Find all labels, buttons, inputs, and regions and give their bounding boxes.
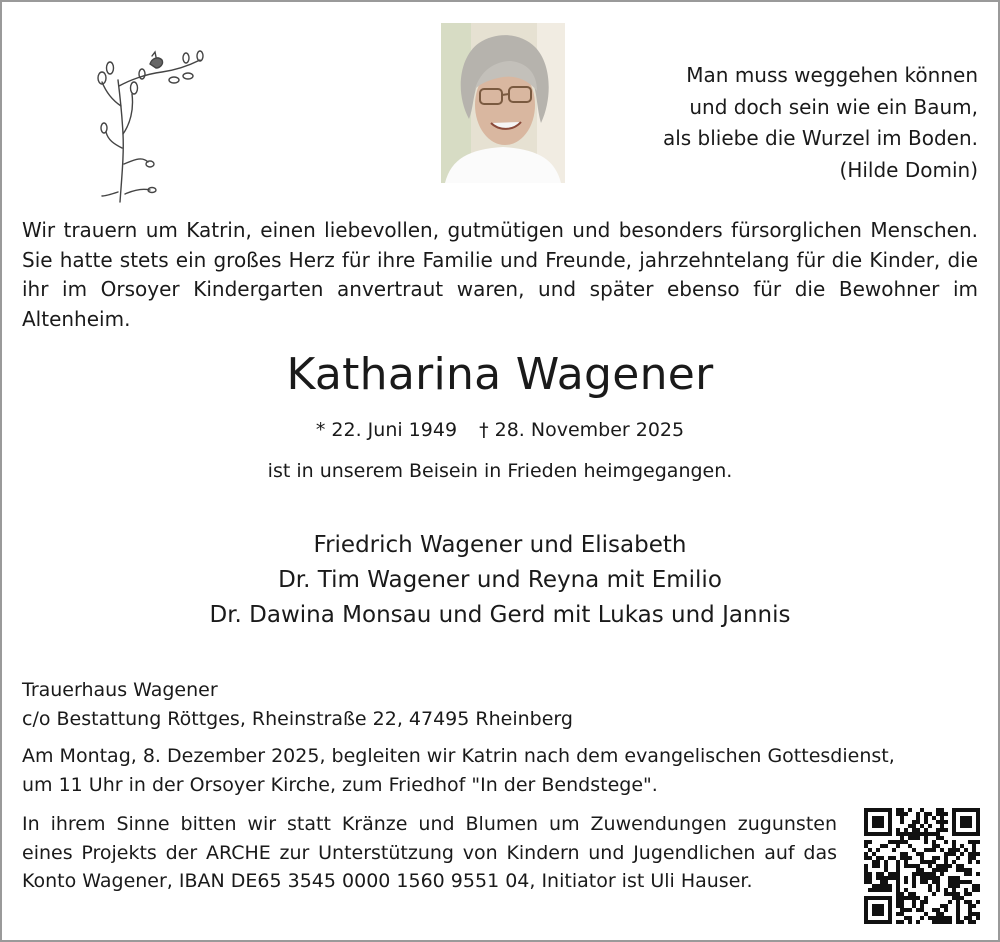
tree-branch-icon	[90, 44, 212, 204]
family-members	[2, 528, 998, 633]
mourning-house	[22, 676, 722, 734]
deceased-name: Katharina Wagener	[286, 349, 714, 400]
family-member-line: Dr. Dawina Monsau und Gerd mit Lukas und Jannis	[209, 602, 791, 628]
birth-date: * 22. Juni 1949	[315, 419, 458, 441]
intro-paragraph: Wir trauern um Katrin, einen liebevollen, gutmütigen und besonders fürsorglichen Menschen. Sie hatte stets ein großes Herz für ihre Familie und Freunde, jahrzehntelang für die Kinder, die ihr im Orsoyer Kindergarten anvertraut waren, und später ebenso für die Bewohner im Altenheim.	[22, 218, 978, 331]
epigraph-quote	[558, 60, 978, 186]
family-member-line: Dr. Tim Wagener und Reyna mit Emilio	[278, 567, 722, 593]
funeral-service-info	[22, 742, 978, 800]
passed-statement: ist in unserem Beisein in Frieden heimgegangen.	[267, 460, 733, 482]
service-line: Am Montag, 8. Dezember 2025, begleiten wir Katrin nach dem evangelischen Gottesdienst,	[22, 745, 895, 767]
life-dates	[2, 417, 998, 443]
donation-request: In ihrem Sinne bitten wir statt Kränze und Blumen um Zuwendungen zugunsten eines Projekts der ARCHE zur Unterstützung von Kindern und Jugendlichen auf das Konto Wagener, IBAN DE65 3545 0000 1560 9551 04, Initiator ist Uli Hauser.	[22, 813, 837, 892]
mourning-house-name: Trauerhaus Wagener	[22, 679, 218, 701]
quote-line: Man muss weggehen können	[686, 63, 978, 87]
quote-line: als bliebe die Wurzel im Boden.	[662, 126, 978, 150]
mourning-house-address: c/o Bestattung Röttges, Rheinstraße 22, 47495 Rheinberg	[22, 708, 573, 730]
service-line: um 11 Uhr in der Orsoyer Kirche, zum Friedhof "In der Bendstege".	[22, 774, 658, 796]
death-date: † 28. November 2025	[479, 419, 685, 441]
quote-line: und doch sein wie ein Baum,	[689, 94, 978, 119]
quote-author: (Hilde Domin)	[839, 157, 978, 182]
family-member-line: Friedrich Wagener und Elisabeth	[313, 532, 687, 558]
qr-code-icon[interactable]	[864, 808, 980, 924]
portrait-photo	[441, 23, 565, 183]
